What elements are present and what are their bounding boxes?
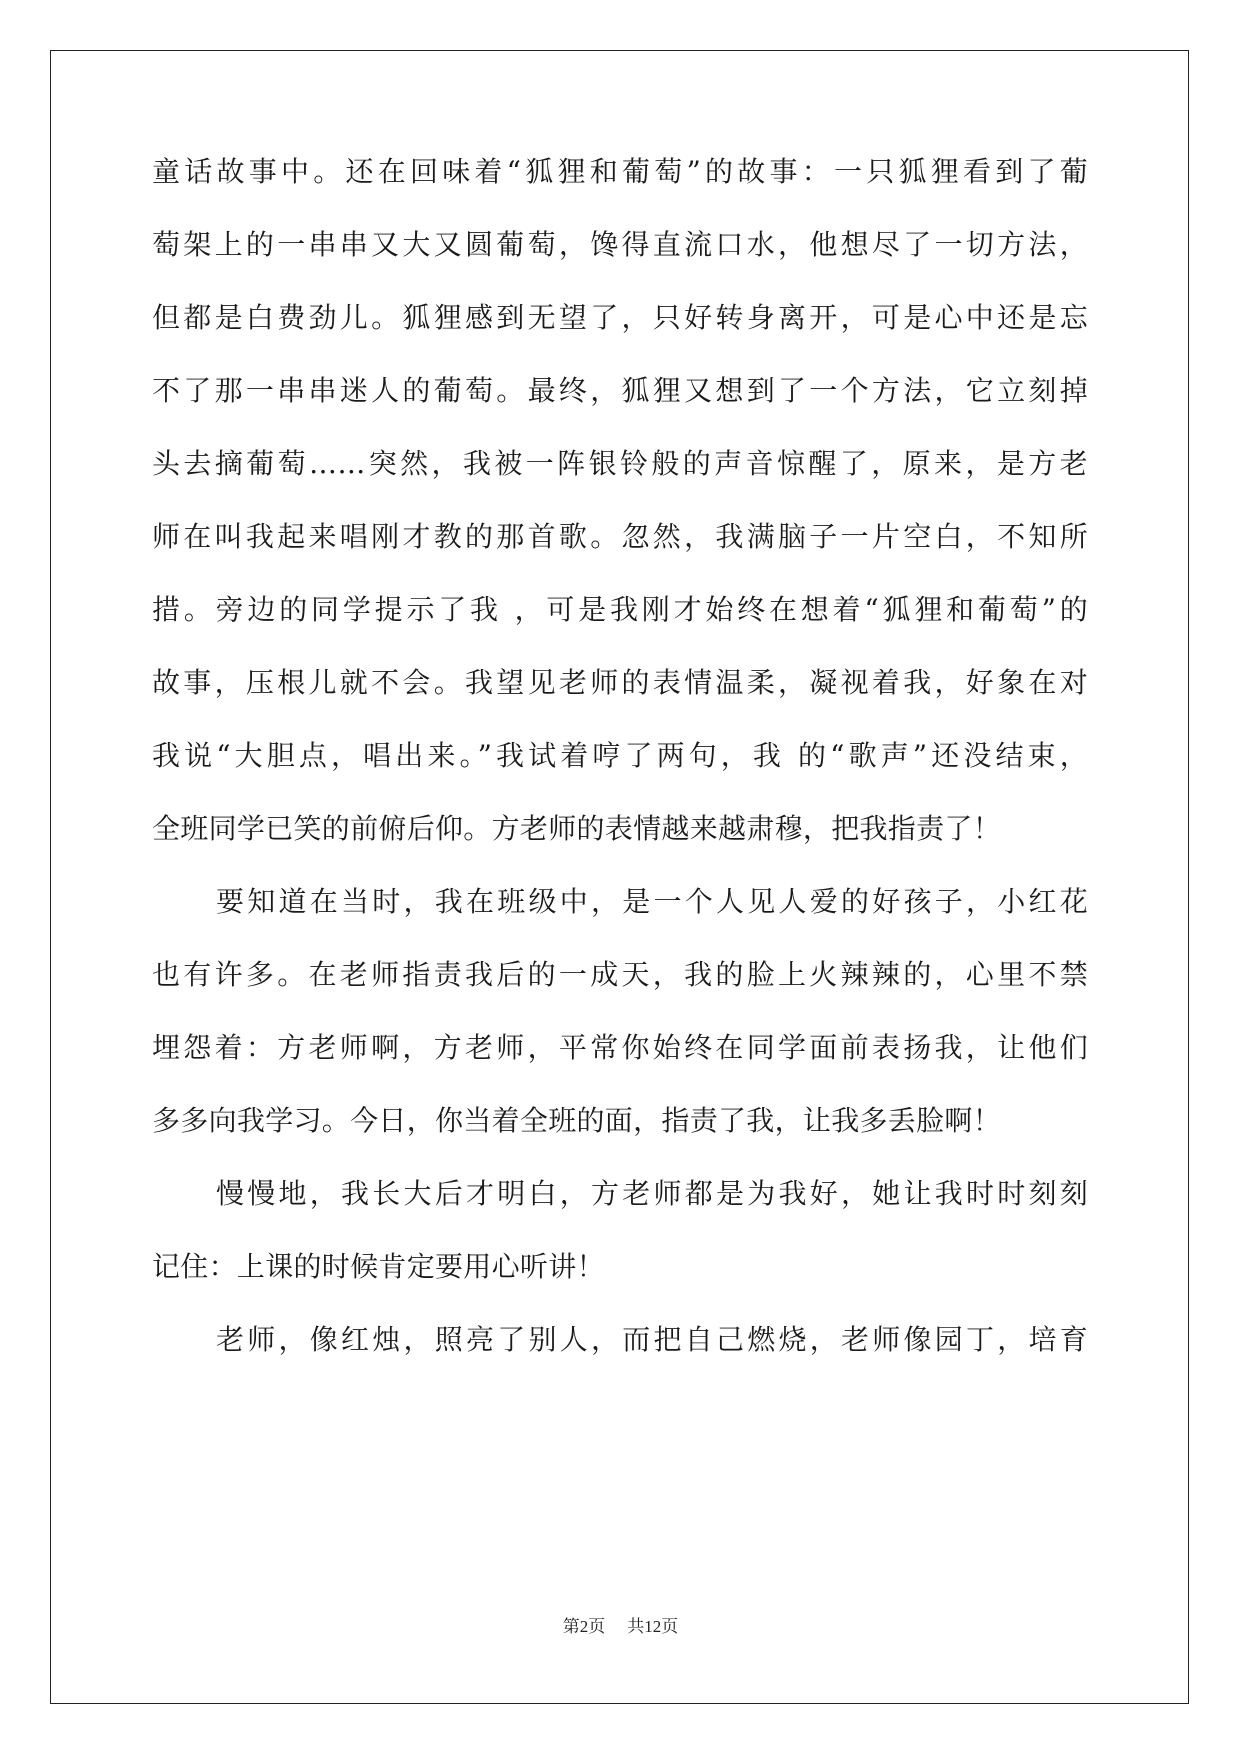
text-line: 但都是白费劲儿。狐狸感到无望了，只好转身离开，可是心中还是忘 — [152, 301, 1088, 334]
page-total: 共12页 — [627, 1617, 679, 1636]
text-line: 童话故事中。还在回味着“狐狸和葡萄”的故事：一只狐狸看到了葡 — [152, 155, 1088, 188]
text-line: 萄架上的一串串又大又圆葡萄，馋得直流口水，他想尽了一切方法， — [152, 228, 1088, 261]
paragraph-first-line: 慢慢地，我长大后才明白，方老师都是为我好，她让我时时刻刻 — [216, 1177, 1088, 1210]
page-number: 第2页 — [562, 1617, 606, 1636]
page-footer — [0, 1616, 1241, 1638]
text-line: 措。旁边的同学提示了我 ，可是我刚才始终在想着“狐狸和葡萄”的 — [152, 593, 1088, 626]
text-line: 师在叫我起来唱刚才教的那首歌。忽然，我满脑子一片空白，不知所 — [152, 520, 1088, 553]
paragraph-first-line: 要知道在当时，我在班级中，是一个人见人爱的好孩子，小红花 — [216, 885, 1088, 918]
text-line: 多多向我学习。今日，你当着全班的面，指责了我，让我多丢脸啊！ — [152, 1104, 1002, 1137]
text-line: 全班同学已笑的前俯后仰。方老师的表情越来越肃穆，把我指责了！ — [152, 812, 1002, 845]
text-line: 故事，压根儿就不会。我望见老师的表情温柔，凝视着我，好象在对 — [152, 666, 1088, 699]
text-line: 头去摘葡萄……突然，我被一阵银铃般的声音惊醒了，原来，是方老 — [152, 447, 1088, 480]
text-line: 也有许多。在老师指责我后的一成天，我的脸上火辣辣的，心里不禁 — [152, 958, 1088, 991]
text-line: 不了那一串串迷人的葡萄。最终，狐狸又想到了一个方法，它立刻掉 — [152, 374, 1088, 407]
text-line: 我说“大胆点，唱出来。”我试着哼了两句，我 的“歌声”还没结束， — [152, 739, 1088, 772]
paragraph-first-line: 老师，像红烛，照亮了别人，而把自己燃烧，老师像园丁，培育 — [216, 1323, 1088, 1356]
text-line: 记住：上课的时候肯定要用心听讲！ — [152, 1250, 605, 1283]
text-line: 埋怨着：方老师啊，方老师，平常你始终在同学面前表扬我，让他们 — [152, 1031, 1088, 1064]
